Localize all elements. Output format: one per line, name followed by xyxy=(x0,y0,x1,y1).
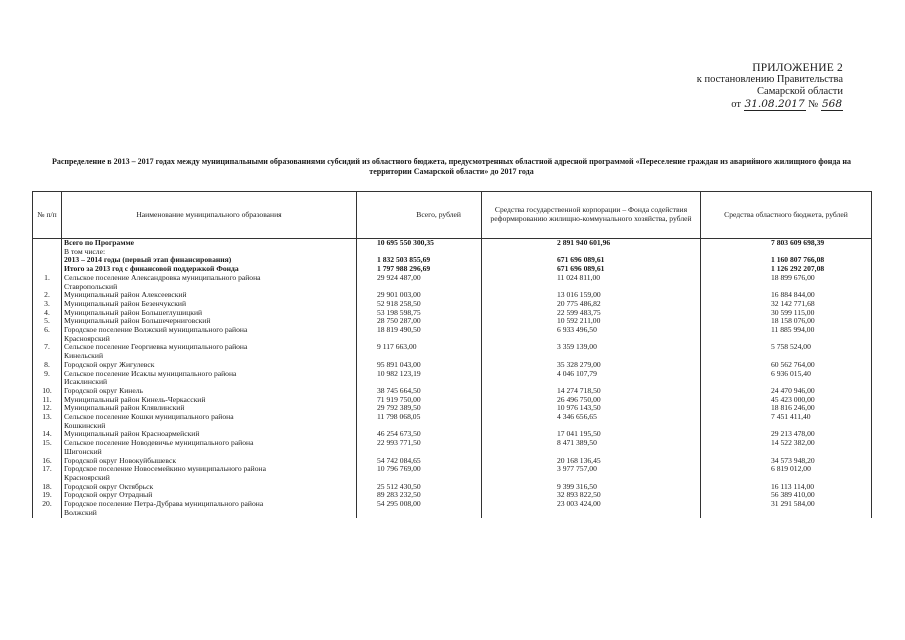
row-name xyxy=(62,413,357,430)
row-total: 18 819 490,50 xyxy=(357,326,482,343)
row-total: 29 792 389,50 xyxy=(357,404,482,413)
row-fund: 10 592 211,00 xyxy=(482,317,701,326)
row-fund: 17 041 195,50 xyxy=(482,430,701,439)
row-total: 89 283 232,50 xyxy=(357,491,482,500)
table-row xyxy=(33,483,872,492)
row-name-line-1: Сельское поселение Георгиевка муниципального района xyxy=(64,342,248,352)
row-name xyxy=(62,343,357,360)
table-row xyxy=(33,500,872,517)
row-fund: 26 496 750,00 xyxy=(482,396,701,405)
row-num: 6. xyxy=(33,326,62,343)
row-regional: 11 885 994,00 xyxy=(701,326,872,343)
row-regional: 24 470 946,00 xyxy=(701,387,872,396)
row-name-line-2: Волжский xyxy=(64,507,97,517)
row-name: В том числе: xyxy=(62,248,357,257)
row-num: 14. xyxy=(33,430,62,439)
handwritten-date: 31.08.2017 xyxy=(744,98,805,110)
row-fund: 35 328 279,00 xyxy=(482,361,701,370)
row-total: 38 745 664,50 xyxy=(357,387,482,396)
row-num: 20. xyxy=(33,500,62,517)
row-fund: 671 696 089,61 xyxy=(482,265,701,274)
annex-date-line xyxy=(623,98,843,111)
row-num: 9. xyxy=(33,370,62,387)
row-num: 10. xyxy=(33,387,62,396)
row-total: 11 798 068,05 xyxy=(357,413,482,430)
row-fund: 3 359 139,00 xyxy=(482,343,701,360)
row-total: 71 919 750,00 xyxy=(357,396,482,405)
row-name-line-1: Городское поселение Волжский муниципального района xyxy=(64,325,248,335)
handwritten-number: 568 xyxy=(821,98,842,110)
row-total: 1 797 988 296,69 xyxy=(357,265,482,274)
number-prefix: № xyxy=(808,99,819,110)
row-regional: 6 936 015,40 xyxy=(701,370,872,387)
row-total: 9 117 663,00 xyxy=(357,343,482,360)
table-row xyxy=(33,370,872,387)
row-num: 17. xyxy=(33,465,62,482)
row-total: 1 832 503 855,69 xyxy=(357,256,482,265)
row-num: 12. xyxy=(33,404,62,413)
row-fund: 3 977 757,00 xyxy=(482,465,701,482)
row-num: 5. xyxy=(33,317,62,326)
row-name-line-1: Сельское поселение Кошки муниципального района xyxy=(64,412,234,422)
row-num: 1. xyxy=(33,274,62,291)
row-fund: 671 696 089,61 xyxy=(482,256,701,265)
annex-title: ПРИЛОЖЕНИЕ 2 xyxy=(752,62,843,74)
table-body xyxy=(33,239,872,518)
row-num xyxy=(33,256,62,265)
row-name-line-2: Ставропольский xyxy=(64,281,118,291)
row-regional: 1 126 292 207,08 xyxy=(701,265,872,274)
row-total: 95 891 043,00 xyxy=(357,361,482,370)
row-num: 4. xyxy=(33,309,62,318)
row-regional: 6 819 012,00 xyxy=(701,465,872,482)
row-total: 53 198 598,75 xyxy=(357,309,482,318)
table-row xyxy=(33,343,872,360)
row-regional: 18 899 676,00 xyxy=(701,274,872,291)
header-name: Наименование муниципального образования xyxy=(62,192,357,239)
row-total: 29 924 487,00 xyxy=(357,274,482,291)
row-num: 13. xyxy=(33,413,62,430)
row-fund: 2 891 940 601,96 xyxy=(482,239,701,248)
header-fund: Средства государственной корпорации – Фонда содействия реформированию жилищно-коммунального хозяйства, рублей xyxy=(482,192,701,239)
row-regional: 5 758 524,00 xyxy=(701,343,872,360)
row-name-line-1: Сельское поселение Исаклы муниципального района xyxy=(64,368,237,378)
row-regional: 7 803 609 698,39 xyxy=(701,239,872,248)
table-row xyxy=(33,326,872,343)
row-name xyxy=(62,326,357,343)
row-regional: 18 816 246,00 xyxy=(701,404,872,413)
row-regional: 29 213 478,00 xyxy=(701,430,872,439)
summary-row xyxy=(33,239,872,248)
row-name: 2013 – 2014 годы (первый этап финансирования) xyxy=(62,256,357,265)
row-regional: 16 113 114,00 xyxy=(701,483,872,492)
row-name-line-1: Сельское поселение Новодевичье муниципального района xyxy=(64,438,254,448)
row-name-line-1: Сельское поселение Александровка муниципального района xyxy=(64,272,261,282)
row-regional: 56 389 410,00 xyxy=(701,491,872,500)
row-fund: 8 471 389,50 xyxy=(482,439,701,456)
row-regional: 1 160 807 766,08 xyxy=(701,256,872,265)
row-num: 7. xyxy=(33,343,62,360)
row-name xyxy=(62,274,357,291)
table-row xyxy=(33,439,872,456)
annex-line-2: Самарской области xyxy=(757,86,843,97)
row-fund: 4 346 656,65 xyxy=(482,413,701,430)
row-fund: 13 016 159,00 xyxy=(482,291,701,300)
row-num: 16. xyxy=(33,457,62,466)
row-fund: 14 274 718,50 xyxy=(482,387,701,396)
row-num xyxy=(33,248,62,257)
row-name-line-1: Городское поселение Новосемейкино муниципального района xyxy=(64,464,266,474)
row-total: 46 254 673,50 xyxy=(357,430,482,439)
row-name-line-1: Муниципальный район Безенчукский xyxy=(64,298,187,308)
table-row xyxy=(33,465,872,482)
row-name xyxy=(62,500,357,517)
row-fund: 23 003 424,00 xyxy=(482,500,701,517)
row-regional: 31 291 584,00 xyxy=(701,500,872,517)
row-regional: 18 158 076,00 xyxy=(701,317,872,326)
row-name-line-2: Красноярский xyxy=(64,333,110,343)
row-regional: 60 562 764,00 xyxy=(701,361,872,370)
header-total: Всего, рублей xyxy=(357,192,482,239)
row-fund: 20 168 136,45 xyxy=(482,457,701,466)
row-name-line-1: Муниципальный район Кинель-Черкасский xyxy=(64,394,206,404)
row-name-line-1: Муниципальный район Клявлинский xyxy=(64,403,185,413)
row-total: 54 742 084,65 xyxy=(357,457,482,466)
row-num: 19. xyxy=(33,491,62,500)
row-name xyxy=(62,465,357,482)
row-num: 15. xyxy=(33,439,62,456)
row-total: 10 695 550 300,35 xyxy=(357,239,482,248)
row-num: 8. xyxy=(33,361,62,370)
row-name-line-1: Городской округ Отрадный xyxy=(64,490,153,500)
header-regional: Средства областного бюджета, рублей xyxy=(701,192,872,239)
row-num: 18. xyxy=(33,483,62,492)
row-regional: 7 451 411,40 xyxy=(701,413,872,430)
row-name xyxy=(62,370,357,387)
row-fund: 6 933 496,50 xyxy=(482,326,701,343)
document-title: Распределение в 2013 – 2017 годах между муниципальными образованиями субсидий из областного бюджета, предусмотренных областной адресной программой «Переселение граждан из аварийного жилищного фонда на территории Самарской области» до 2017 года xyxy=(51,157,852,176)
table-row xyxy=(33,274,872,291)
row-fund: 22 599 483,75 xyxy=(482,309,701,318)
row-fund: 10 976 143,50 xyxy=(482,404,701,413)
row-name-line-1: Городской округ Жигулевск xyxy=(64,359,155,369)
row-total: 29 901 003,00 xyxy=(357,291,482,300)
row-total: 28 750 287,00 xyxy=(357,317,482,326)
row-name-line-2: Кинельский xyxy=(64,351,104,361)
row-name-line-2: Кошкинский xyxy=(64,420,106,430)
row-total: 10 982 123,19 xyxy=(357,370,482,387)
row-name-line-1: Городской округ Октябрьск xyxy=(64,481,154,491)
row-name: Итого за 2013 год с финансовой поддержкой Фонда xyxy=(62,265,357,274)
row-total: 25 512 430,50 xyxy=(357,483,482,492)
row-fund: 32 893 822,50 xyxy=(482,491,701,500)
row-num: 11. xyxy=(33,396,62,405)
header-num: № п/п xyxy=(33,192,62,239)
date-prefix: от xyxy=(731,99,741,110)
row-name-line-2: Исаклинский xyxy=(64,377,108,387)
row-total: 54 295 008,00 xyxy=(357,500,482,517)
row-name-line-1: Муниципальный район Большеглушицкий xyxy=(64,307,203,317)
distribution-table xyxy=(32,191,872,518)
row-fund: 11 024 811,00 xyxy=(482,274,701,291)
row-regional: 32 142 771,68 xyxy=(701,300,872,309)
row-num: 2. xyxy=(33,291,62,300)
row-total: 10 796 769,00 xyxy=(357,465,482,482)
row-fund: 4 046 107,79 xyxy=(482,370,701,387)
row-name-line-1: Муниципальный район Алексеевский xyxy=(64,290,187,300)
row-name-line-1: Городской округ Новокуйбышевск xyxy=(64,455,177,465)
row-fund: 9 399 316,50 xyxy=(482,483,701,492)
row-regional: 45 423 000,00 xyxy=(701,396,872,405)
row-regional: 14 522 382,00 xyxy=(701,439,872,456)
row-name: Всего по Программе xyxy=(62,239,357,248)
table-row xyxy=(33,413,872,430)
row-name-line-1: Муниципальный район Красноармейский xyxy=(64,429,200,439)
row-name-line-1: Городской округ Кинель xyxy=(64,385,143,395)
annex-line-1: к постановлению Правительства xyxy=(696,74,843,85)
table-header-row xyxy=(33,192,872,239)
row-regional: 16 884 844,00 xyxy=(701,291,872,300)
row-regional: 30 599 115,00 xyxy=(701,309,872,318)
row-name-line-1: Городское поселение Петра-Дубрава муниципального района xyxy=(64,499,264,509)
row-name-line-1: Муниципальный район Большечерниговский xyxy=(64,316,211,326)
row-total: 52 918 258,50 xyxy=(357,300,482,309)
row-name-line-2: Шигонский xyxy=(64,446,102,456)
row-name-line-2: Красноярский xyxy=(64,472,110,482)
row-regional: 34 573 948,20 xyxy=(701,457,872,466)
annex-block xyxy=(623,62,843,111)
row-fund: 20 775 486,82 xyxy=(482,300,701,309)
row-name xyxy=(62,439,357,456)
row-num xyxy=(33,239,62,248)
row-total: 22 993 771,50 xyxy=(357,439,482,456)
row-num: 3. xyxy=(33,300,62,309)
